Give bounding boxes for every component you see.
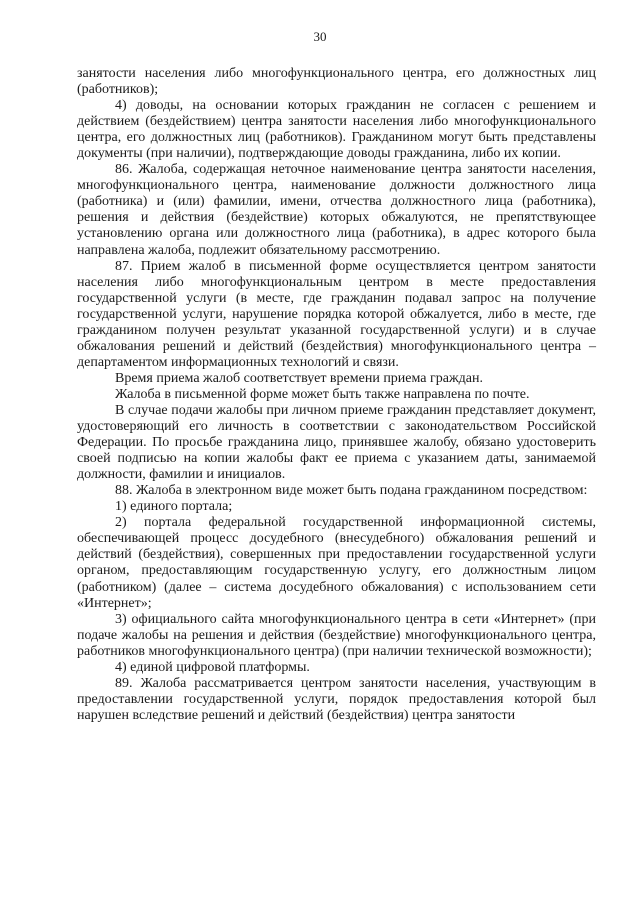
- paragraph-personal-reception: В случае подачи жалобы при личном приеме гражданин представляет документ, удостоверяющий его личность в соответствии с законодательством Российской Федерации. По просьбе гражданина лицо, принявшее жалобу, обязано удостоверить своей подписью на копии жалобы факт ее приема с указанием даты, занимаемой должности, фамилии и инициалов.: [77, 402, 596, 483]
- paragraph-item-4-arguments: 4) доводы, на основании которых гражданин не согласен с решением и действием (бездействием) центра занятости населения либо многофункционального центра, его должностных лиц (работников). Гражданином могут быть представлены документы (при наличии), подтверждающие доводы гражданина, либо их копии.: [77, 98, 596, 162]
- paragraph-mail-submission: Жалоба в письменной форме может быть также направлена по почте.: [115, 386, 530, 402]
- paragraph-clause-89: 89. Жалоба рассматривается центром занятости населения, участвующим в предоставлении государственной услуги, порядок предоставления которой был нарушен вследствие решений и действий (бездействия) центра занятости: [77, 675, 596, 723]
- paragraph-clause-86: 86. Жалоба, содержащая неточное наименование центра занятости населения, многофункционального центра, наименование должности должностного лица (работника) и (или) фамилии, имени, отчества должностного лица (работника), решения и действия (бездействие) которых обжалуются, не препятствующее установлению органа или должностного лица (работника), в адрес которого была направлена жалоба, подлежит обязательному рассмотрению.: [77, 162, 596, 258]
- paragraph-continuation: занятости населения либо многофункционального центра, его должностных лиц (работников);: [77, 66, 596, 98]
- list-item-digital-platform: 4) единой цифровой платформы.: [115, 659, 310, 675]
- list-item-mfc-website: 3) официального сайта многофункционального центра в сети «Интернет» (при подаче жалобы на решения и действия (бездействие) многофункционального центра, работников многофункционального центра) (при наличии технической возможности);: [77, 611, 596, 659]
- paragraph-clause-88: 88. Жалоба в электронном виде может быть подана гражданином посредством:: [115, 483, 588, 499]
- paragraph-reception-time: Время приема жалоб соответствует времени приема граждан.: [115, 370, 483, 386]
- page-number: 30: [313, 29, 327, 44]
- list-item-single-portal: 1) единого портала;: [115, 499, 233, 515]
- document-body: [77, 66, 596, 724]
- list-item-federal-portal: 2) портала федеральной государственной информационной системы, обеспечивающей процесс досудебного (внесудебного) обжалования решений и действий (бездействия), совершенных при предоставлении государственной услуги органом, предоставляющим государственную услугу, его должностным лицом (работником) (далее – система досудебного обжалования) с использованием сети «Интернет»;: [77, 515, 596, 611]
- paragraph-clause-87: 87. Прием жалоб в письменной форме осуществляется центром занятости населения либо многофункциональным центром в месте предоставления государственной услуги (в месте, где гражданин подавал запрос на получение государственной услуги, нарушение порядка которой обжалуется, либо в месте, где гражданином получен результат указанной государственной услуги) и в случае обжалования решений и действий (бездействия) многофункционального центра – департаментом информационных технологий и связи.: [77, 258, 596, 370]
